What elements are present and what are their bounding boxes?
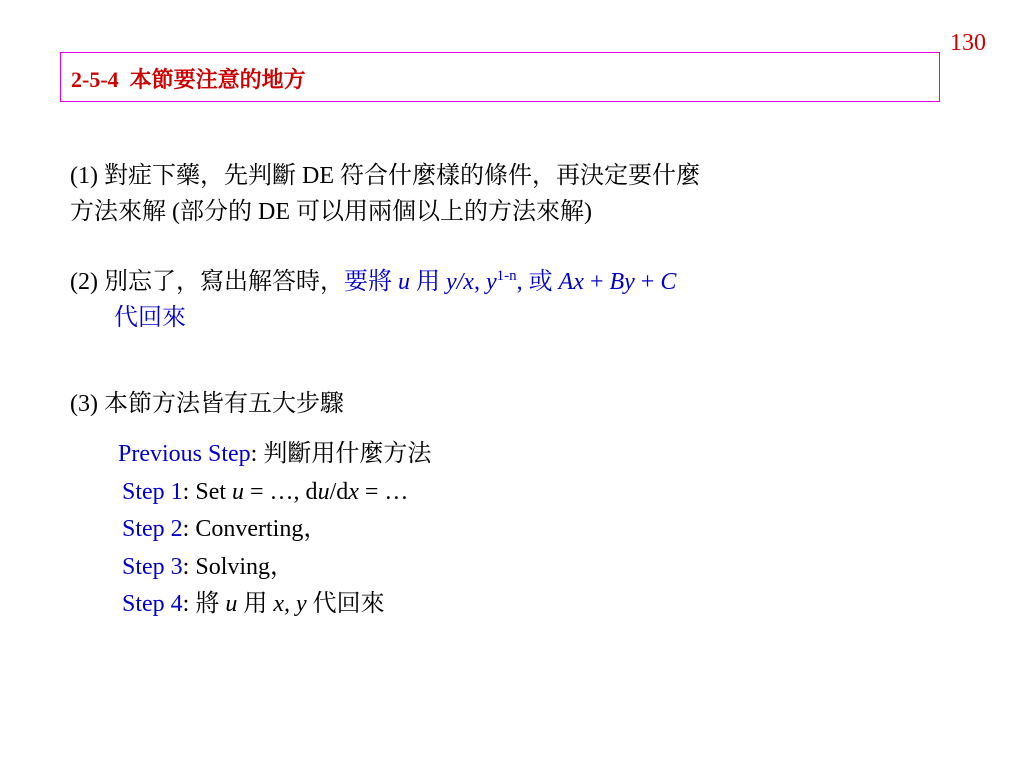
var-y-over-x: y/x [445,269,474,295]
item-2-highlight [344,269,676,295]
var-u: u [317,478,330,505]
var-u: u [232,478,245,505]
item-1-line-2: 方法來解 (部分的 DE 可以用兩個以上的方法來解) [70,199,592,225]
step-4-text-b: 用 [237,591,274,617]
page-number: 130 [950,30,986,56]
previous-step-text: : 判斷用什麼方法 [250,441,432,467]
item-2-hl-c: , [473,269,486,295]
steps-list [118,436,431,624]
step-3-label: Step 3 [122,553,183,580]
step-1-text-d: = … [358,478,409,505]
section-title: 2-5-4 本節要注意的地方 [71,67,306,92]
var-u: u [225,591,238,617]
var-by: By [609,269,635,295]
step-2-text: : Converting， [182,516,328,542]
step-1-text-c: /d [329,478,349,505]
exponent-1-n: 1-n [496,268,517,284]
step-2-label: Step 2 [122,516,183,542]
step-1-row [118,474,431,512]
previous-step-row [118,436,431,474]
item-1-line-1: (1) 對症下藥，先判斷 DE 符合什麼樣的條件，再決定要什麼 [70,163,700,189]
var-x: x [348,478,359,505]
item-2-line-1 [70,264,676,300]
step-4-label: Step 4 [122,591,183,617]
var-u: u [397,269,410,295]
item-2 [70,264,676,336]
step-1-text-b: = …, d [244,478,318,505]
var-ax: Ax [558,269,584,295]
plus-sign: + [583,269,610,295]
var-c: C [660,269,677,295]
item-2-hl-b: 用 [409,269,446,295]
item-3: (3) 本節方法皆有五大步驟 [70,391,344,417]
item-1 [70,158,700,230]
step-3-row [118,549,431,587]
step-2-row [118,511,431,549]
previous-step-label: Previous Step [118,441,251,467]
step-1-text-a: : Set [182,478,233,505]
item-2-hl-d: , 或 [516,269,559,295]
step-1-label: Step 1 [122,478,183,505]
plus-sign: + [634,269,661,295]
step-4-row [118,586,431,624]
section-title-box [60,52,940,102]
step-4-text-c: 代回來 [306,591,385,617]
var-y: y [485,269,497,295]
item-2-prefix: (2) 別忘了，寫出解答時， [70,269,344,295]
item-2-line-2: 代回來 [114,305,186,331]
item-2-hl-a: 要將 [343,269,398,295]
step-4-text-a: : 將 [182,591,226,617]
step-3-text: : Solving， [182,553,295,580]
var-x-y: x, y [273,591,307,617]
